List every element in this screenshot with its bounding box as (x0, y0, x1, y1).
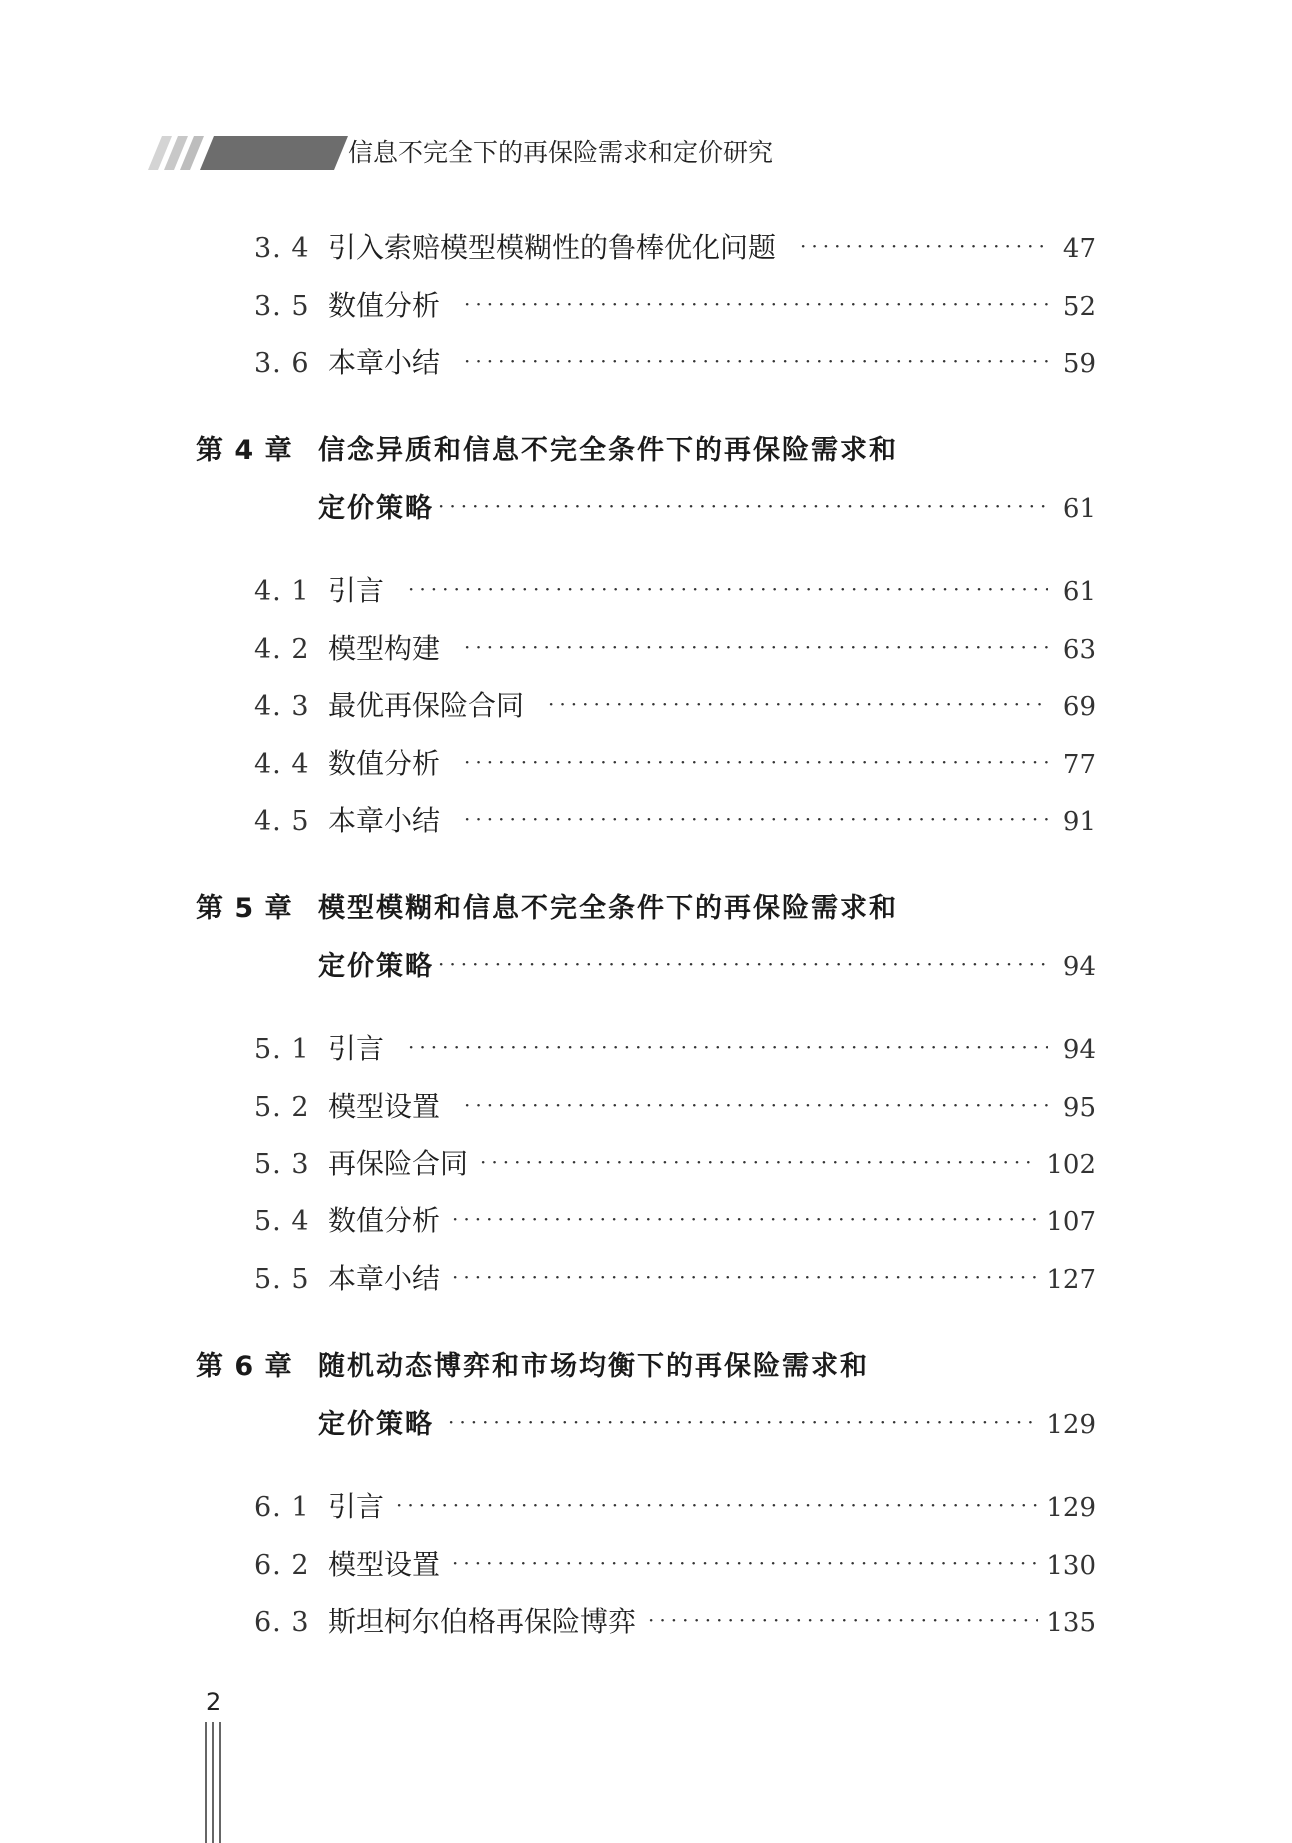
chapter-heading-cont[interactable] (318, 1402, 1096, 1441)
section-number: 5. 5 (254, 1264, 310, 1295)
page-number: 135 (1046, 1608, 1096, 1638)
dot-leader (408, 1035, 1048, 1059)
chapter-title: 模型模糊和信息不完全条件下的再保险需求和 (318, 893, 898, 924)
page-number: 61 (1062, 577, 1096, 607)
dot-leader (452, 1207, 1038, 1231)
running-header-title: 信息不完全下的再保险需求和定价研究 (348, 138, 774, 167)
dot-leader (448, 1410, 1038, 1434)
dot-leader (408, 577, 1048, 601)
section-title: 模型构建 (328, 632, 441, 665)
page-number: 129 (1046, 1410, 1096, 1440)
section-number: 5. 4 (254, 1206, 310, 1237)
toc-entry[interactable] (254, 742, 1096, 782)
section-title: 本章小结 (328, 1262, 441, 1295)
chapter-heading-cont[interactable] (318, 944, 1096, 983)
page-number: 59 (1062, 349, 1096, 379)
section-number: 6. 3 (254, 1607, 310, 1638)
dot-leader (464, 1093, 1048, 1117)
section-title: 模型设置 (328, 1548, 441, 1581)
section-title: 引入索赔模型模糊性的鲁棒优化问题 (328, 231, 777, 264)
section-number: 4. 3 (254, 691, 310, 722)
section-title: 数值分析 (328, 747, 441, 780)
dot-leader (464, 349, 1048, 373)
section-title: 本章小结 (328, 346, 441, 379)
toc-entry[interactable] (254, 1142, 1096, 1182)
chapter-label: 第 4 章 (196, 435, 293, 466)
chapter-heading-cont[interactable] (318, 486, 1096, 525)
section-title: 数值分析 (328, 1204, 441, 1237)
section-title: 最优再保险合同 (328, 689, 525, 722)
section-number: 3. 4 (254, 233, 310, 264)
dot-leader (464, 750, 1048, 774)
toc-entry[interactable] (254, 1257, 1096, 1297)
toc-entry[interactable] (254, 1485, 1096, 1525)
toc-entry[interactable] (254, 1543, 1096, 1583)
chapter-title-cont: 定价策略 (318, 493, 434, 524)
page-number: 129 (1046, 1493, 1096, 1523)
chapter-title: 随机动态博弈和市场均衡下的再保险需求和 (318, 1351, 869, 1382)
dot-leader (452, 1265, 1038, 1289)
page-number: 95 (1062, 1093, 1096, 1123)
toc-entry[interactable] (254, 569, 1096, 609)
toc-entry[interactable] (254, 226, 1096, 266)
toc-entry[interactable] (254, 341, 1096, 381)
section-number: 5. 3 (254, 1149, 310, 1180)
chapter-title-cont: 定价策略 (318, 1409, 434, 1440)
section-title: 引言 (328, 574, 385, 607)
page-number: 63 (1062, 635, 1096, 665)
dot-leader (464, 807, 1048, 831)
chapter-title-cont: 定价策略 (318, 951, 434, 982)
page-number: 69 (1062, 692, 1096, 722)
section-number: 3. 5 (254, 291, 310, 322)
page-number: 52 (1062, 292, 1096, 322)
dot-leader (438, 494, 1048, 518)
chapter-title: 信念异质和信息不完全条件下的再保险需求和 (318, 435, 898, 466)
dot-leader (452, 1551, 1038, 1575)
section-title: 引言 (328, 1490, 385, 1523)
page-number: 94 (1062, 1035, 1096, 1065)
section-title: 本章小结 (328, 804, 441, 837)
chapter-label: 第 6 章 (196, 1351, 293, 1382)
dot-leader (396, 1493, 1038, 1517)
dot-leader (548, 692, 1048, 716)
section-number: 4. 1 (254, 576, 310, 607)
page-number: 107 (1046, 1207, 1096, 1237)
section-number: 5. 1 (254, 1034, 310, 1065)
section-number: 3. 6 (254, 348, 310, 379)
toc-entry[interactable] (254, 1085, 1096, 1125)
toc-entry[interactable] (254, 284, 1096, 324)
page-number: 94 (1062, 952, 1096, 982)
section-title: 引言 (328, 1032, 385, 1065)
chapter-heading[interactable] (196, 886, 898, 925)
section-number: 5. 2 (254, 1092, 310, 1123)
section-number: 4. 4 (254, 749, 310, 780)
dot-leader (480, 1150, 1038, 1174)
section-number: 4. 5 (254, 806, 310, 837)
page-number: 77 (1062, 750, 1096, 780)
page-number: 91 (1062, 807, 1096, 837)
toc-entry[interactable] (254, 1600, 1096, 1640)
toc-entry[interactable] (254, 627, 1096, 667)
section-title: 再保险合同 (328, 1147, 469, 1180)
section-number: 4. 2 (254, 634, 310, 665)
dot-leader (648, 1608, 1038, 1632)
section-title: 模型设置 (328, 1090, 441, 1123)
page-number: 130 (1046, 1551, 1096, 1581)
chapter-label: 第 5 章 (196, 893, 293, 924)
chapter-heading[interactable] (196, 428, 898, 467)
toc-entry[interactable] (254, 799, 1096, 839)
toc-entry[interactable] (254, 684, 1096, 724)
page-number: 102 (1046, 1150, 1096, 1180)
dot-leader (438, 952, 1048, 976)
page-number: 47 (1062, 234, 1096, 264)
dot-leader (800, 234, 1048, 258)
page-folio: 2 (206, 1688, 222, 1716)
dot-leader (464, 292, 1048, 316)
chapter-heading[interactable] (196, 1344, 869, 1383)
toc-entry[interactable] (254, 1027, 1096, 1067)
dot-leader (464, 635, 1048, 659)
section-number: 6. 2 (254, 1550, 310, 1581)
section-number: 6. 1 (254, 1492, 310, 1523)
page-number: 127 (1046, 1265, 1096, 1295)
section-title: 数值分析 (328, 289, 441, 322)
page-number: 61 (1062, 494, 1096, 524)
section-title: 斯坦柯尔伯格再保险博弈 (328, 1605, 637, 1638)
folio-decoration-lines (204, 1722, 222, 1843)
toc-entry[interactable] (254, 1199, 1096, 1239)
